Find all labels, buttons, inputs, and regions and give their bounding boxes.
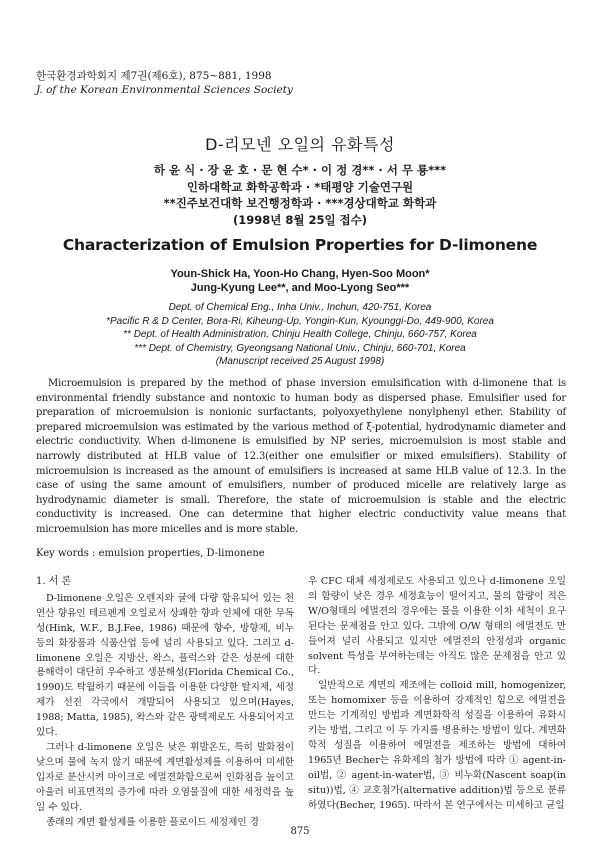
paragraph: 일반적으로 계면의 제조에는 colloid mill, homogenizer, 또는 homomixer 등을 이용하여 강제적인 힘으로 에멀젼을 만드는 기계적인 방법과 계면화학적 성질을 이용하여 유화시키는 방법, 그리고 이 두 가지를 병용하는 방법이 있다. 계면화학적 성질을 이용하여 에멀젼을 제조하는 방법에 대하여 1965년 Becher는 유화제의 첨가 방법에 따라 ① agent-in-oil법, ② agent-in-water법, ③ 비누화(Nascent soap(in situ))법, ④ 교호첨가(alternative addition)법 등으로 분류하였다(Becher, 1965). 따라서 본 연구에서는 미세하고 균일 bbox=[308, 680, 566, 811]
paragraph: D-limonene 오일은 오렌지와 귤에 다량 함유되어 있는 천연산 향유인 테르펜계 오일로서 상쾌한 향과 인체에 대한 무독성(Hink, W.F., B.J.Fee, 1986) 때문에 향수, 방향제, 비누 등의 화장품과 식품산업 등에 널리 사용되고 있다. 그리고 d-limonene 오일은 지방산, 왁스, 플럭스와 같은 성분에 대한 용해력이 대단히 우수하고 생분해성(Florida Chemical Co., 1990)도 탁월하기 때문에 이들을 이용한 다양한 탈지제, 세정제가 선진 각국에서 개발되어 사용되고 있으며(Hayes, 1988; Matta, 1985), 왁스와 같은 광택제로도 사용되어지고 있다. bbox=[36, 592, 294, 739]
journal-citation-ko: 한국환경과학회지 제7권(제6호), 875~881, 1998 bbox=[36, 70, 272, 82]
paper-title-english: Characterization of Emulsion Properties for D-limonene bbox=[62, 236, 538, 254]
author-names-ko: 하 윤 식 · 장 윤 호 · 문 현 수* · 이 정 경** · 서 무 룡*** bbox=[153, 163, 447, 177]
paragraph: 그러나 d-limonene 오일은 낮은 휘발온도, 특히 발화점이 낮으며 물에 녹지 않기 때문에 계면활성제를 이용하여 미세한 입자로 분산시켜 마이크로 에멀젼화함으로써 인화점을 높이고 아울러 비표면적의 증가에 따라 오염물질에 대한 세정력을 높일 수 있다. bbox=[36, 741, 294, 813]
received-date-ko: (1998년 8월 25일 접수) bbox=[232, 212, 368, 227]
affiliation-en-4: *** Dept. of Chemistry, Gyeongsang National Univ., Chinju, 660-701, Korea bbox=[134, 342, 466, 354]
abstract: Microemulsion is prepared by the method of phase inversion emulsification with d-limonene that is environmental friendly substance and nontoxic to human body as dispersed phase. Emulsifier used for preparation of microemulsion is nonionic surfactants, polyoxyethylene nonylphenyl ether. Stability of prepared microemulsion was estimated by the various method of ξ-potential, hydrodynamic diameter and electric conductivity. When d-limonene is emulsified by NP series, microemulsion is most stable and narrowly distributed at HLB value of 12.3(either one emulsifier or mixed emulsifiers). Stability of microemulsion is increased as the amount of emulsifiers is increased at same HLB value of 12.3. In the case of using the same amount of emulsifiers, number of produced micelle are relatively large as hydrodynamic diameter is small. Therefore, the state of microemulsion is stable and the electric conductivity is increased. One can determine that higher electric conductivity value means that microemulsion has more micelles and is more stable. bbox=[36, 378, 566, 535]
authors-korean bbox=[0, 162, 600, 228]
affiliation-en-1: Dept. of Chemical Eng., Inha Univ., Inchun, 420-751, Korea bbox=[168, 302, 432, 313]
author-line-1: Youn-Shick Ha, Yoon-Ho Chang, Hyen-Soo Moon* bbox=[170, 268, 430, 280]
affiliation-ko-1: 인하대학교 화학공학과 · *태평양 기술연구원 bbox=[186, 179, 414, 194]
author-line-2: Jung-Kyung Lee**, and Moo-Lyong Seo*** bbox=[190, 282, 410, 294]
journal-header bbox=[36, 69, 293, 97]
authors-english bbox=[0, 267, 600, 295]
body-column-left bbox=[36, 575, 294, 830]
journal-name-en: J. of the Korean Environmental Sciences Society bbox=[36, 84, 293, 96]
affiliation-en-3: ** Dept. of Health Administration, Chinju Health College, Chinju, 660-757, Korea bbox=[123, 329, 477, 341]
body-column-right bbox=[308, 575, 566, 814]
affiliation-en-2: *Pacific R & D Center, Bora-Ri, Kiheung-Up, Yongin-Kun, Kyounggi-Do, 449-900, Korea bbox=[106, 315, 494, 327]
section-heading-introduction: 1. 서 론 bbox=[36, 576, 72, 587]
paragraph: 종래의 계면 활성제를 이용한 플로이드 세정제인 경 bbox=[46, 816, 259, 828]
paragraph: 우 CFC 대체 세정제로도 사용되고 있으나 d-limonene 오일의 함량이 낮은 경우 세정효능이 떨어지고, 물의 함량이 적은 W/O형태의 에멀젼의 경우에는 물을 이용한 이차 세척이 요구된다는 문제점을 안고 있다. 그밖에 O/W 형태의 에멀젼도 만들어져 널리 사용되고 있지만 에멀젼의 안정성과 organic solvent 특성을 부여하는데는 아직도 많은 문제점을 안고 있다. bbox=[308, 576, 566, 677]
affiliations-english bbox=[0, 301, 600, 369]
affiliation-ko-2: **진주보건대학 보건행정학과 · ***경상대학교 화학과 bbox=[163, 196, 437, 210]
manuscript-received: (Manuscript received 25 August 1998) bbox=[215, 356, 385, 368]
keywords: Key words : emulsion properties, D-limonene bbox=[36, 548, 265, 559]
page-number: 875 bbox=[290, 826, 310, 837]
paper-title-korean: D-리모넨 오일의 유화특성 bbox=[205, 135, 395, 154]
